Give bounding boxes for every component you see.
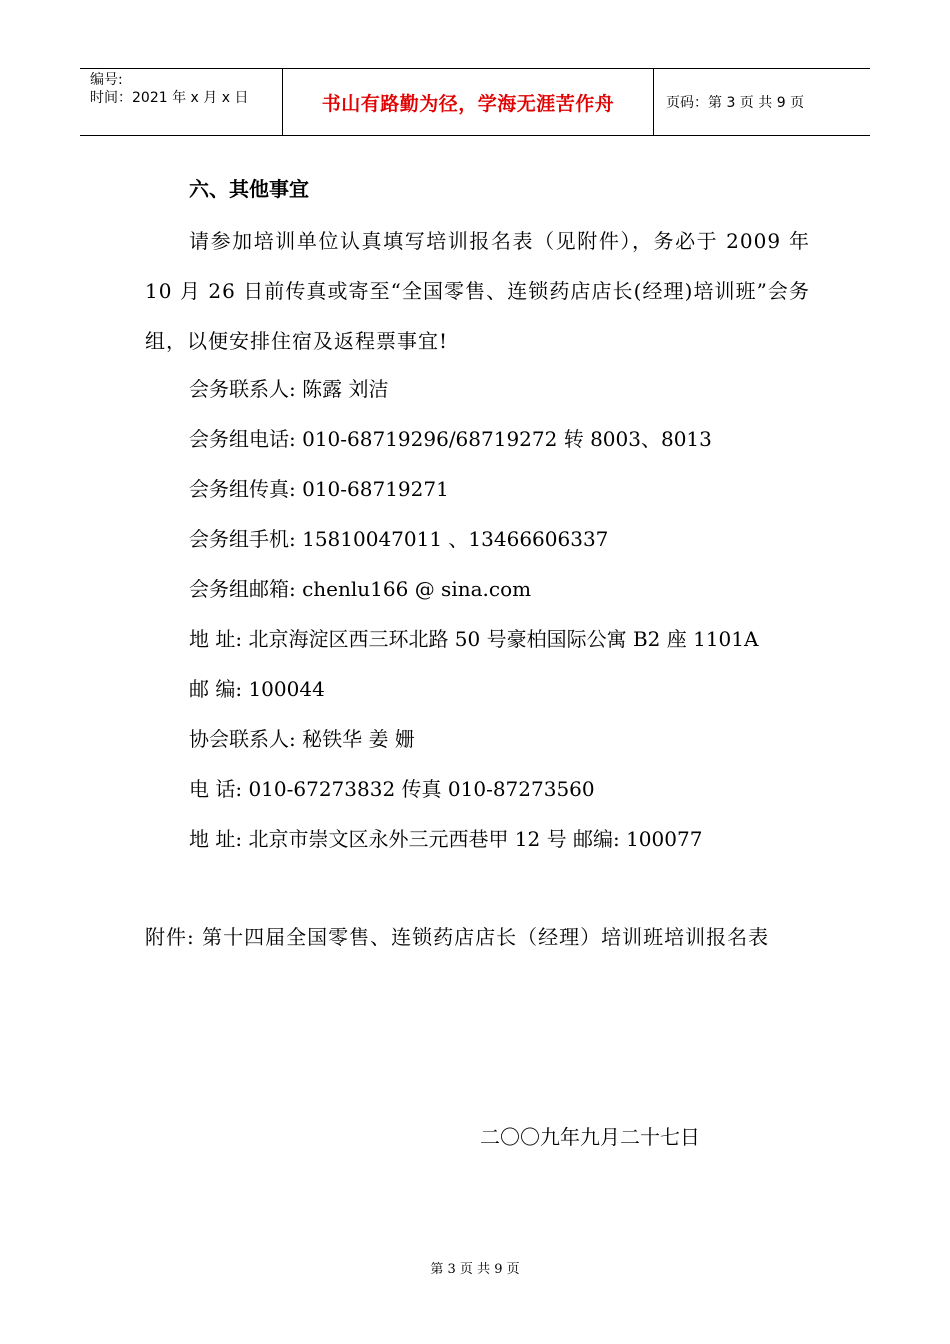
header-page-cell — [654, 69, 870, 135]
contact-line: 邮 编: 100044 — [189, 677, 325, 701]
contact-line: 地 址: 北京市崇文区永外三元西巷甲 12 号 邮编: 100077 — [189, 827, 703, 851]
page-header — [80, 68, 870, 136]
header-page-info: 页码：第 3 页 共 9 页 — [666, 95, 805, 111]
document-date: 二〇〇九年九月二十七日 — [480, 1125, 700, 1149]
page-footer: 第 3 页 共 9 页 — [430, 1262, 520, 1277]
section-paragraph: 请参加培训单位认真填写培训报名表（见附件），务必于 2009 年 10 月 26 日前传真或寄至“全国零售、连锁药店店长(经理)培训班”会务组，以便安排住宿及返程票事宜! — [145, 229, 810, 353]
header-motto: 书山有路勤为径，学海无涯苦作舟 — [321, 92, 615, 115]
contact-line: 地 址: 北京海淀区西三环北路 50 号豪柏国际公寓 B2 座 1101A — [189, 627, 759, 651]
header-motto-cell — [283, 69, 654, 135]
contact-line: 会务组手机: 15810047011 、13466606337 — [189, 527, 609, 551]
contact-line: 会务组电话: 010-68719296/68719272 转 8003、8013 — [189, 427, 712, 451]
contact-line: 会务组邮箱: chenlu166 @ sina.com — [189, 577, 532, 601]
contact-line: 会务组传真: 010-68719271 — [189, 477, 449, 501]
header-meta-cell — [80, 69, 283, 135]
attachment-note: 附件: 第十四届全国零售、连锁药店店长（经理）培训班培训报名表 — [145, 925, 770, 949]
contact-line: 会务联系人: 陈露 刘洁 — [189, 377, 389, 401]
contact-line: 协会联系人: 秘铁华 姜 姗 — [189, 727, 415, 751]
contact-line: 电 话: 010-67273832 传真 010-87273560 — [189, 777, 595, 801]
document-number-label: 编号: — [90, 72, 123, 88]
document-time-label: 时间：2021 年 x 月 x 日 — [90, 90, 249, 106]
section-heading: 六、其他事宜 — [189, 177, 309, 201]
